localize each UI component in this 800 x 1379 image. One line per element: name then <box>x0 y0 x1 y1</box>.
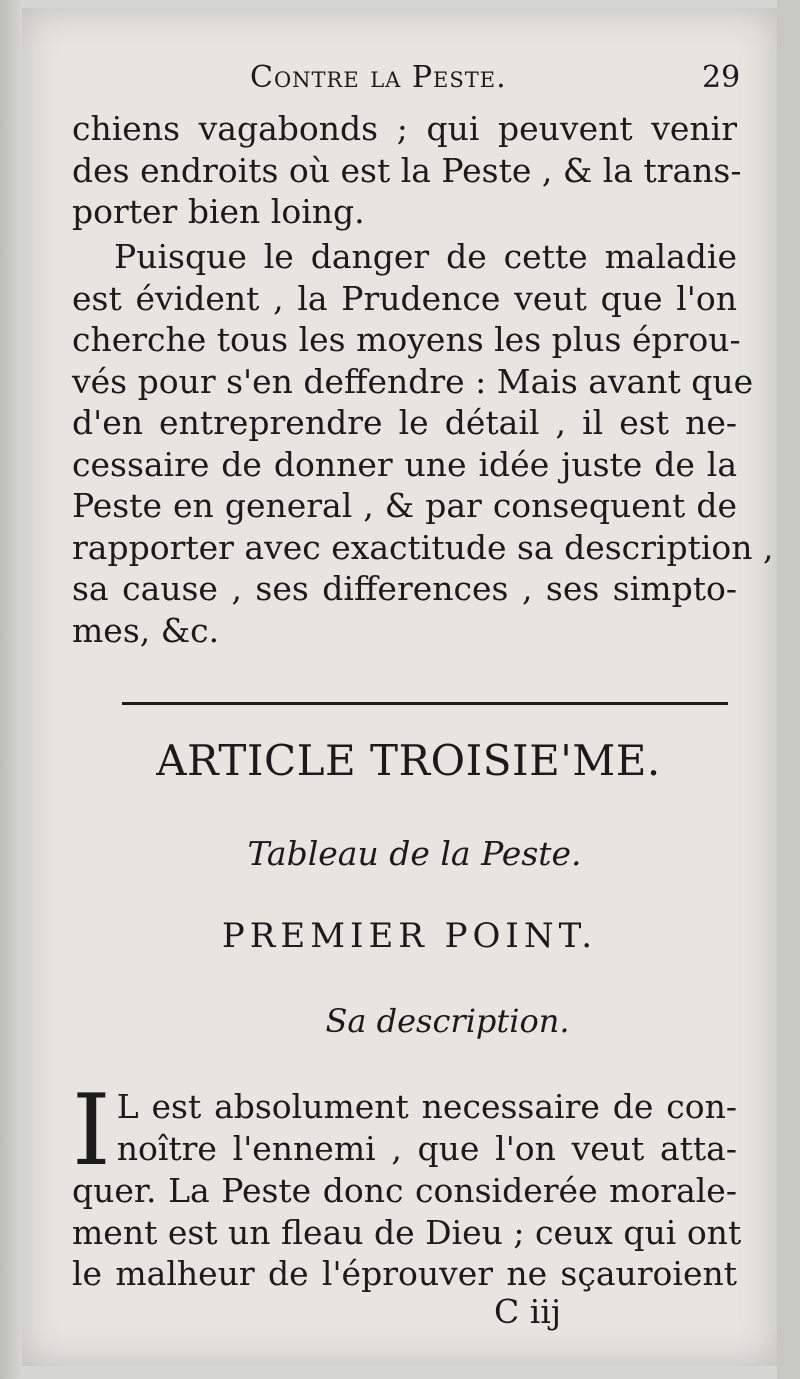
text-line: Peste en general , & par consequent de <box>72 486 737 525</box>
scan-right-margin <box>777 0 800 1379</box>
text-line: sa cause , ses differences , ses simpto- <box>72 569 737 608</box>
running-head <box>22 60 777 100</box>
scan-left-margin <box>0 0 22 1379</box>
text-line: cherche tous les moyens les plus éprou- <box>72 320 741 359</box>
paragraph-continued <box>72 108 742 233</box>
text-line: cessaire de donner une idée juste de la <box>72 444 737 484</box>
text-line: est évident , la Prudence veut que l'on <box>72 278 737 318</box>
paragraph-description <box>72 1074 742 1295</box>
text-line: rapporter avec exactitude sa description , <box>72 527 774 567</box>
text-line: des endroits où est la Peste , & la trans- <box>72 150 742 190</box>
text-line: noître l'ennemi , que l'on veut atta- <box>116 1128 737 1168</box>
section-divider-rule <box>122 702 728 705</box>
article-subtitle: Tableau de la Peste. <box>247 834 582 873</box>
text-line: ment est un fleau de Dieu ; ceux qui ont <box>72 1212 742 1252</box>
text-line: le malheur de l'éprouver ne sçauroient <box>72 1254 737 1293</box>
running-title: Contre la Peste. <box>250 60 507 95</box>
text-line: quer. La Peste donc considerée morale- <box>72 1171 737 1210</box>
article-heading: ARTICLE TROISIE'ME. <box>156 736 661 785</box>
text-line: d'en entreprendre le détail , il est ne- <box>72 403 737 442</box>
text-line: mes, &c. <box>72 610 220 650</box>
book-page <box>22 8 777 1366</box>
text-line: porter bien loing. <box>72 192 365 231</box>
text-line: Puisque le danger de cette maladie <box>114 237 737 276</box>
paragraph-prudence <box>72 236 774 651</box>
page-number: 29 <box>702 60 741 95</box>
drop-cap: I <box>72 1074 111 1188</box>
point-subtitle: Sa description. <box>325 1002 570 1040</box>
point-heading: PREMIER POINT. <box>221 916 598 956</box>
signature-mark: C iij <box>494 1292 562 1331</box>
text-line: L est absolument necessaire de con- <box>116 1087 737 1126</box>
text-line: vés pour s'en deffendre : Mais avant que <box>72 361 754 401</box>
text-line: chiens vagabonds ; qui peuvent venir <box>72 109 737 148</box>
